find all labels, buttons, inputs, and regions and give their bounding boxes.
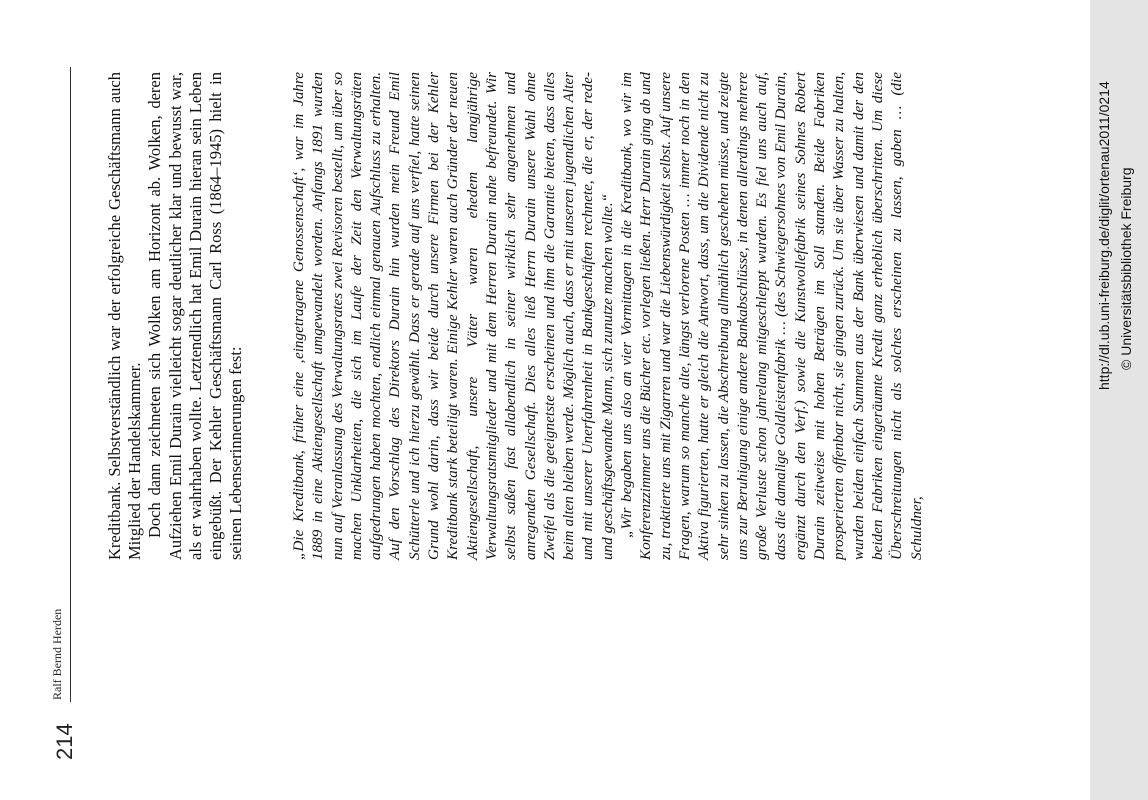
header-rule (70, 67, 71, 702)
copyright-notice: © Universitätsbibliothek Freiburg (1118, 167, 1134, 370)
paragraph: Doch dann zeichneten sich Wolken am Horizont ab. Wolken, deren Aufziehen Emil Durain vielleicht sogar deutlicher klar und bewusst war, als er wahrhaben wollte. Letztendlich hat Emil Durain hieran sein Leben eingebüßt. Der Kehler Geschäftsmann Carl Ross (1864–1945) hielt in seinen Lebenserinnerungen fest: (145, 72, 246, 560)
page-number: 214 (52, 723, 77, 760)
quote-paragraph: „Die Kreditbank, früher eine ‚eingetragene Genossenschaft‘, war im Jahre 1889 in eine Aktiengesellschaft umgewandelt worden. Anfangs 1891 wurden nun auf Veranlassung des Verwaltungsrates zwei Revisoren bestellt, um über so machen Unklarheiten, die sich im Laufe der Zeit den Verwaltungsräten aufgedrungen haben mochten, endlich einmal genauen Aufschluss zu erhalten. Auf den Vorschlag des Direktors Durain hin wurden mein Freund Emil Schütterle und ich hierzu gewählt. Dass er gerade auf uns verfiel, hatte seinen Grund wohl darin, dass wir beide durch unsere Firmen bei der Kehler Kreditbank stark beteiligt waren. Einige Kehler waren auch Gründer der neuen Aktiengesellschaft, unsere Väter waren ehedem langjährige Verwaltungsratsmitglieder und mit dem Herren Durain nahe befreundet. Wir selbst saßen fast allabendlich in seiner wirklich sehr angenehmen und anregenden Gesellschaft. Dies alles ließ Herrn Durain unsere Wahl ohne Zweifel als die geeignetste erscheinen und ihm die Garantie bieten, dass alles beim alten bleiben werde. Möglich auch, dass er mit unseren jugendlichen Alter und mit unserer Unerfahrenheit in Bankgeschäften rechnete, die er, der rede- und geschäftsgewandte Mann, sich zunutze machen wollte.“ (290, 72, 616, 560)
source-url-link[interactable]: http://dl.ub.uni-freiburg.de/diglit/ortenau2011/0214 (1096, 81, 1112, 390)
block-quote (289, 72, 926, 560)
paragraph: Kreditbank. Selbstverständlich war der erfolgreiche Geschäftsmann auch Mitglied der Handelskammer. (105, 72, 145, 560)
library-sidebar (1090, 0, 1148, 800)
running-head: Ralf Bernd Herden (50, 608, 64, 700)
body-text (105, 72, 246, 560)
quote-paragraph: „Wir begaben uns also an vier Vormittagen in die Kreditbank, wo wir im Konferenzzimmer uns die Bücher etc. vorlegen ließen. Herr Durain ging ab und zu, traktierte uns mit Zigarren und war die Liebenswürdigkeit selbst. Auf unsere Fragen, warum so manche alte, längst verlorene Posten … immer noch in den Aktiva figurierten, hatte er gleich die Antwort, dass, um die Dividende nicht zu sehr sinken zu lassen, die Abschreibung allmählich geschehen müsse, und zeigte uns zur Beruhigung einige andere Bankabschlüsse, in denen allerdings mehrere große Verluste schon jahrelang mitgeschleppt wurden. Es fiel uns auch auf, dass die damalige Goldleistenfabrik … (des Schwiegersohnes von Emil Durain, ergänzt durch den Verf.) sowie die Kunstwollefabrik seines Sohnes Robert Durain zeitweise mit hohen Beträgen im Soll standen. Beide Fabriken prosperierten offenbar nicht, sie gingen zurück. Um sie über Wasser zu halten, wurden beiden einfach Summen aus der Bank überwiesen und damit der den beiden Fabriken eingeräumte Kredit ganz erheblich überschritten. Um diese Überschreitungen nicht als solches erscheinen zu lassen, gaben … (die Schuldner, (618, 72, 925, 560)
sidebar-rotated (1090, 0, 1148, 800)
